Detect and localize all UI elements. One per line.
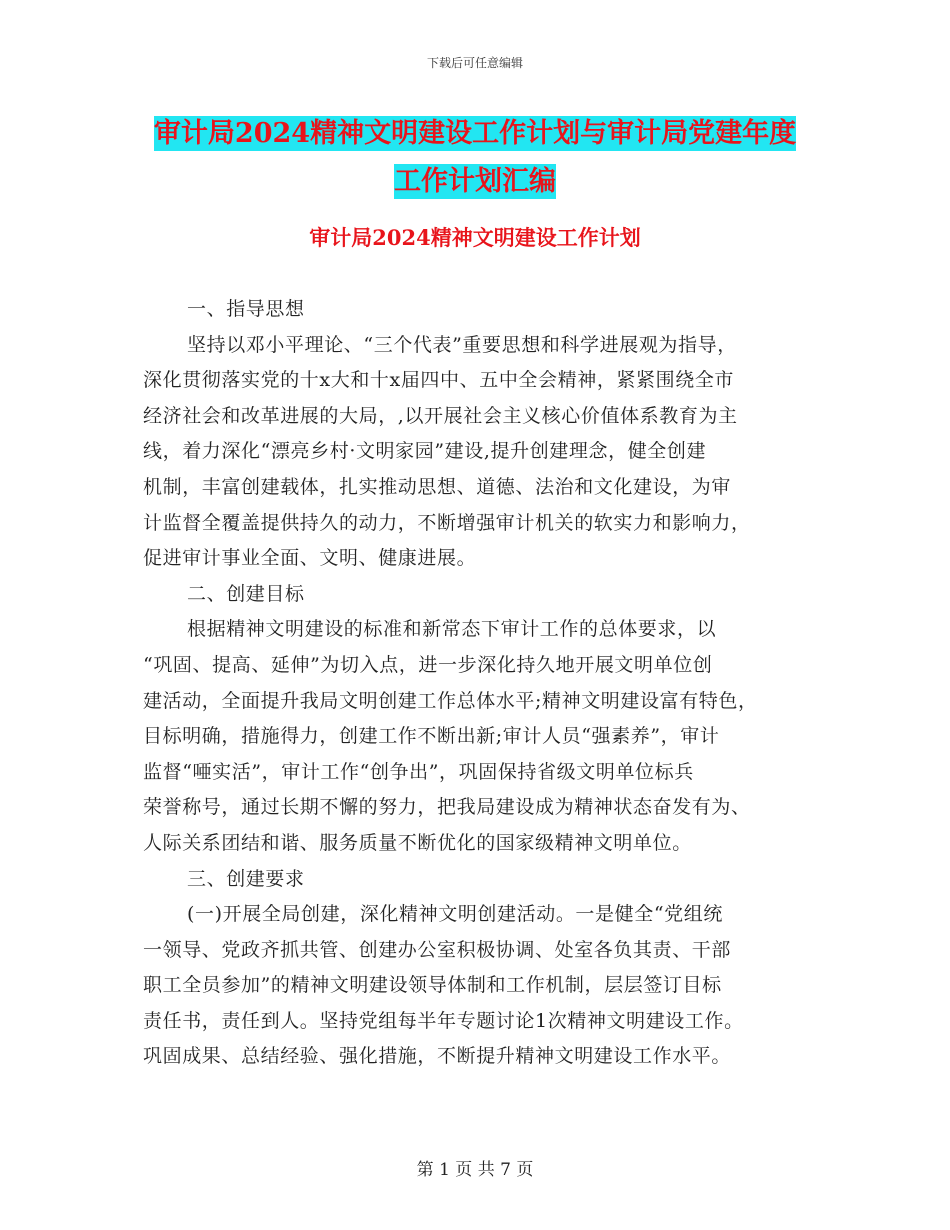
title-line-1: 审计局2024精神文明建设工作计划与审计局党建年度	[153, 118, 797, 149]
body-line: 深化贯彻落实党的十x大和十x届四中、五中全会精神，紧紧围绕全市	[143, 369, 735, 392]
page-footer: 第 1 页 共 7 页	[416, 1160, 534, 1180]
body-line: 人际关系团结和谐、服务质量不断优化的国家级精神文明单位。	[143, 831, 692, 854]
body-line: “巩固、提高、延伸”为切入点，进一步深化持久地开展文明单位创	[143, 653, 713, 676]
body-line: (一)开展全局创建，深化精神文明创建活动。一是健全“党组统	[187, 903, 723, 926]
document-title	[0, 110, 950, 206]
title-line-2: 工作计划汇编	[394, 166, 556, 197]
body-line: 促进审计事业全面、文明、健康进展。	[143, 547, 477, 570]
body-line: 一领导、党政齐抓共管、创建办公室积极协调、处室各负其责、干部	[143, 938, 732, 961]
header-note: 下载后可任意编辑	[426, 56, 523, 70]
body-line: 机制，丰富创建载体，扎实推动思想、道德、法治和文化建设，为审	[143, 475, 732, 498]
body-line: 坚持以邓小平理论、“三个代表”重要思想和科学进展观为指导，	[187, 333, 737, 356]
body-line: 线，着力深化“漂亮乡村·文明家园”建设,提升创建理念，健全创建	[143, 440, 707, 463]
body-line: 责任书，责任到人。坚持党组每半年专题讨论1次精神文明建设工作。	[143, 1009, 744, 1032]
body-line: 监督“唖实活”，审计工作“创争出”，巩固保持省级文明单位标兵	[143, 760, 694, 783]
body-line: 二、创建目标	[187, 582, 305, 605]
body-line: 建活动，全面提升我局文明创建工作总体水平;精神文明建设富有特色，	[143, 689, 758, 712]
section-title: 审计局2024精神文明建设工作计划	[309, 225, 641, 250]
body-line: 荣誉称号，通过长期不懈的努力，把我局建设成为精神状态奋发有为、	[143, 796, 751, 819]
body-line: 一、指导思想	[187, 298, 305, 320]
body-line: 根据精神文明建设的标准和新常态下审计工作的总体要求，以	[187, 618, 717, 641]
body-line: 目标明确，措施得力，创建工作不断出新;审计人员“强素养”，审计	[143, 725, 720, 748]
body-line: 三、创建要求	[187, 867, 305, 890]
body-line: 职工全员参加”的精神文明建设领导体制和工作机制，层层签订目标	[143, 974, 722, 997]
body-line: 计监督全覆盖提供持久的动力，不断增强审计机关的软实力和影响力，	[143, 511, 751, 534]
body-line: 巩固成果、总结经验、强化措施，不断提升精神文明建设工作水平。	[143, 1045, 732, 1068]
document-body	[143, 292, 813, 1075]
body-line: 经济社会和改革进展的大局，,以开展社会主义核心价值体系教育为主	[143, 404, 738, 427]
